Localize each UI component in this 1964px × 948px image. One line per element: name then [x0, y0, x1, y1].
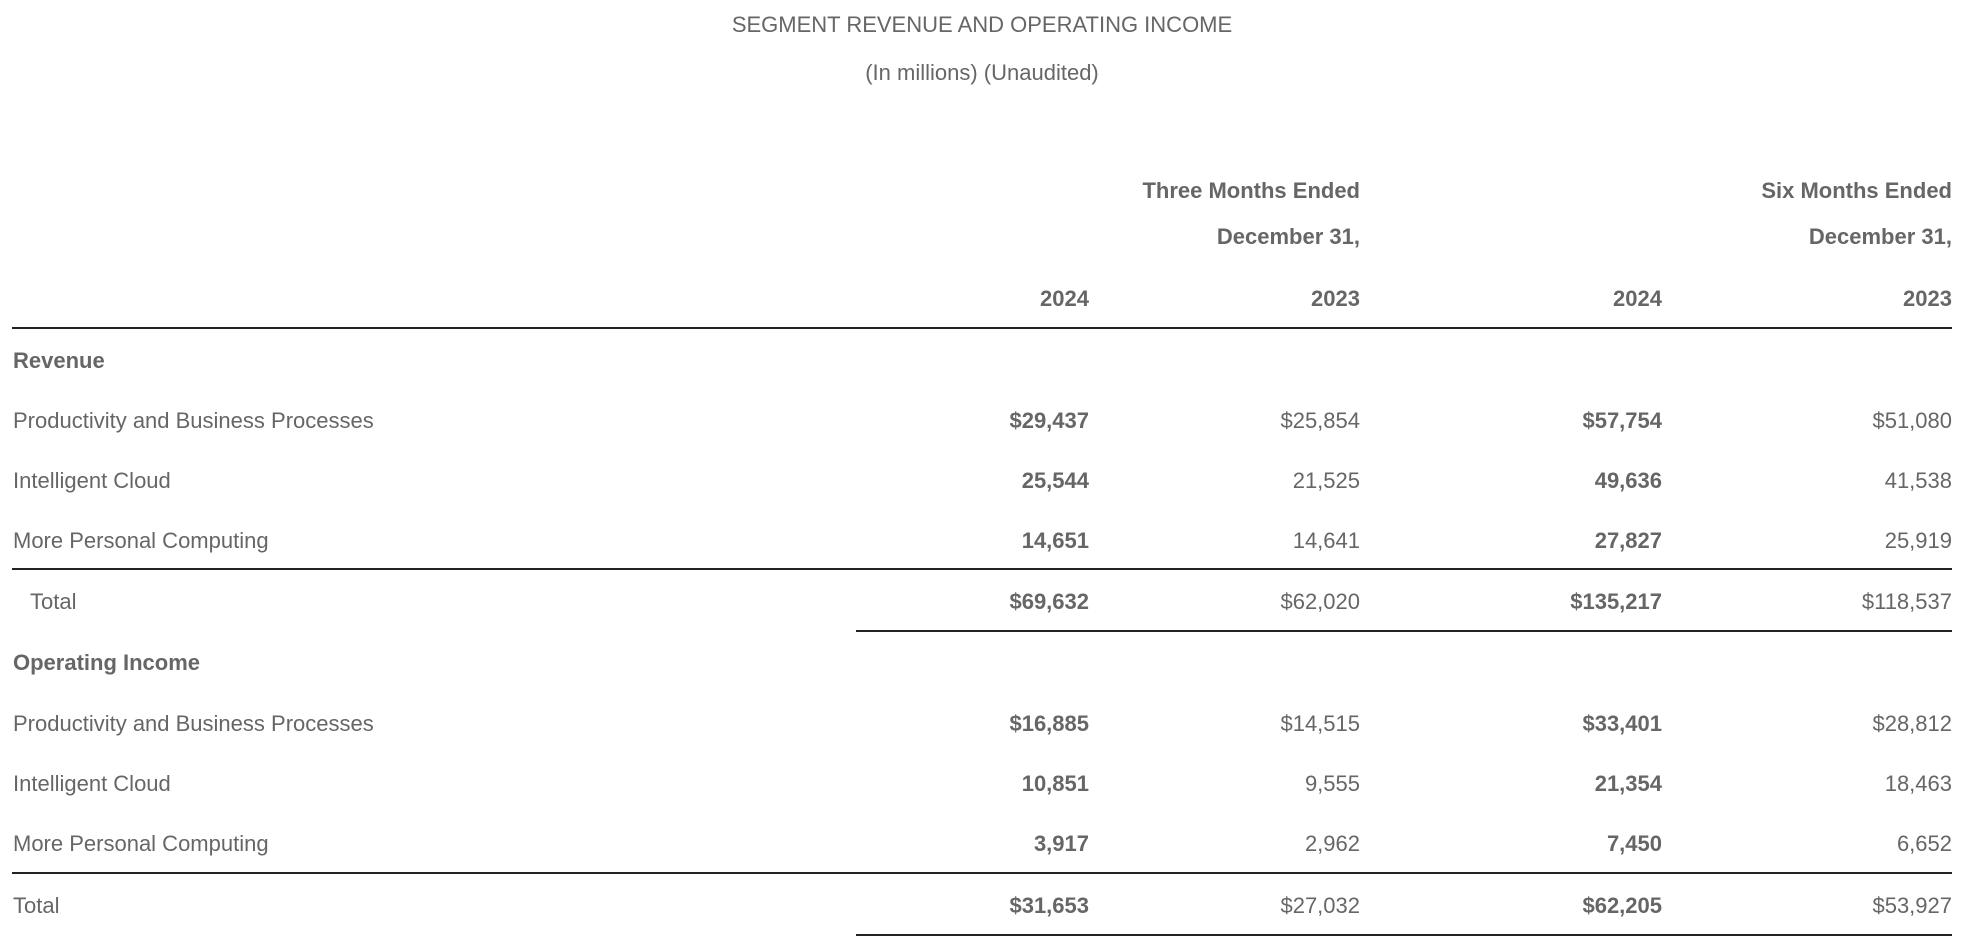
cell-value: 41,538	[1884, 468, 1952, 493]
cell-value: $25,854	[1280, 408, 1360, 433]
section-label: Operating Income	[13, 650, 201, 675]
row-label: Intelligent Cloud	[13, 468, 171, 493]
cell-value: 25,544	[1021, 468, 1089, 493]
cell-value: 14,641	[1292, 528, 1360, 553]
header-row-period-type	[0, 176, 1964, 206]
row-label: Productivity and Business Processes	[13, 408, 374, 433]
total-value: $135,217	[1570, 589, 1662, 614]
cell-value: $14,515	[1280, 711, 1360, 736]
header-year: 2024	[1613, 286, 1662, 311]
table-row	[0, 769, 1964, 799]
table-row	[0, 709, 1964, 739]
total-underline	[856, 934, 1952, 936]
total-value: $53,927	[1872, 893, 1952, 918]
cell-value: 6,652	[1896, 831, 1952, 856]
total-label: Total	[30, 589, 77, 614]
subtotal-divider	[12, 872, 1952, 874]
cell-value: 3,917	[1033, 831, 1089, 856]
table-row	[0, 829, 1964, 859]
header-three-months: Three Months Ended	[1142, 178, 1360, 203]
cell-value: 14,651	[1021, 528, 1089, 553]
total-value: $118,537	[1861, 589, 1952, 614]
cell-value: $57,754	[1582, 408, 1662, 433]
cell-value: 10,851	[1021, 771, 1089, 796]
cell-value: 18,463	[1884, 771, 1952, 796]
table-row	[0, 406, 1964, 436]
header-divider	[12, 327, 1952, 329]
header-row-period	[0, 222, 1964, 252]
cell-value: $29,437	[1009, 408, 1089, 433]
header-year: 2023	[1311, 286, 1360, 311]
total-row-revenue	[0, 587, 1964, 617]
cell-value: 2,962	[1304, 831, 1360, 856]
total-value: $27,032	[1280, 893, 1360, 918]
header-year: 2023	[1903, 286, 1952, 311]
cell-value: 7,450	[1606, 831, 1662, 856]
total-value: $62,020	[1280, 589, 1360, 614]
total-value: $62,205	[1582, 893, 1662, 918]
cell-value: 27,827	[1594, 528, 1662, 553]
cell-value: 25,919	[1884, 528, 1952, 553]
subtotal-divider	[12, 568, 1952, 570]
header-six-months: Six Months Ended	[1761, 178, 1952, 203]
header-year: 2024	[1040, 286, 1089, 311]
report-subtitle: (In millions) (Unaudited)	[865, 60, 1099, 85]
row-label: More Personal Computing	[13, 528, 269, 553]
total-underline	[856, 630, 1952, 632]
row-label: Productivity and Business Processes	[13, 711, 374, 736]
total-value: $69,632	[1009, 589, 1089, 614]
row-label: Intelligent Cloud	[13, 771, 171, 796]
total-label: Total	[13, 893, 60, 918]
cell-value: 21,354	[1594, 771, 1662, 796]
report-title: SEGMENT REVENUE AND OPERATING INCOME	[731, 12, 1233, 37]
section-header-operating-income	[0, 648, 1964, 678]
cell-value: $33,401	[1582, 711, 1662, 736]
cell-value: 9,555	[1304, 771, 1360, 796]
table-row	[0, 526, 1964, 556]
cell-value: $28,812	[1872, 711, 1952, 736]
cell-value: 49,636	[1594, 468, 1662, 493]
total-value: $31,653	[1009, 893, 1089, 918]
header-three-months-date: December 31,	[1216, 224, 1360, 249]
section-label: Revenue	[13, 348, 105, 373]
table-row	[0, 466, 1964, 496]
header-six-months-date: December 31,	[1808, 224, 1952, 249]
cell-value: 21,525	[1292, 468, 1360, 493]
header-row-years	[0, 284, 1964, 314]
cell-value: $16,885	[1009, 711, 1089, 736]
section-header-revenue	[0, 346, 1964, 376]
row-label: More Personal Computing	[13, 831, 269, 856]
cell-value: $51,080	[1872, 408, 1952, 433]
total-row-operating-income	[0, 891, 1964, 921]
